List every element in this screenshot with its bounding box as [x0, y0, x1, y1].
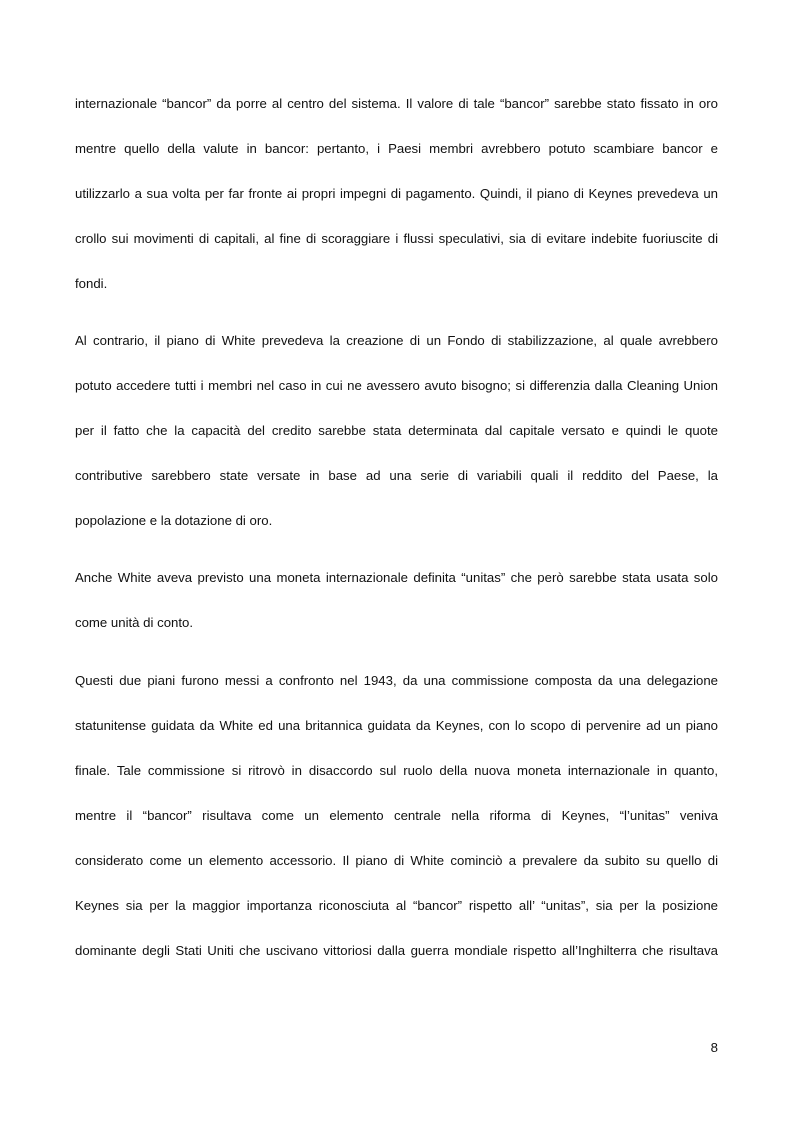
text-line: considerato come un elemento accessorio. Il piano di White cominciò a prevalere da subito su quello di [75, 853, 718, 868]
text-line: per il fatto che la capacità del credito sarebbe stata determinata dal capitale versato e quindi le quote [75, 423, 718, 438]
text-line: statunitense guidata da White ed una britannica guidata da Keynes, con lo scopo di pervenire ad un piano [75, 718, 718, 733]
text-line: Keynes sia per la maggior importanza riconosciuta al “bancor” rispetto all’ “unitas”, sia per la posizione [75, 898, 718, 913]
text-line: mentre quello della valute in bancor: pertanto, i Paesi membri avrebbero potuto scambiare bancor e [75, 141, 718, 156]
text-line: contributive sarebbero state versate in base ad una serie di variabili quali il reddito del Paese, la [75, 468, 718, 483]
page-number: 8 [710, 1040, 718, 1055]
text-line: Al contrario, il piano di White prevedeva la creazione di un Fondo di stabilizzazione, al quale avrebbero [75, 333, 718, 348]
text-line: fondi. [75, 276, 108, 291]
text-line: Questi due piani furono messi a confronto nel 1943, da una commissione composta da una delegazione [75, 673, 718, 688]
text-line: utilizzarlo a sua volta per far fronte ai propri impegni di pagamento. Quindi, il piano di Keynes prevedeva un [75, 186, 718, 201]
text-line: finale. Tale commissione si ritrovò in disaccordo sul ruolo della nuova moneta internazionale in quanto, [75, 763, 718, 778]
text-line: potuto accedere tutti i membri nel caso in cui ne avessero avuto bisogno; si differenzia dalla Cleaning Union [75, 378, 718, 393]
text-line: popolazione e la dotazione di oro. [75, 513, 273, 528]
text-line: mentre il “bancor” risultava come un elemento centrale nella riforma di Keynes, “l’unitas” veniva [75, 808, 718, 823]
text-line: come unità di conto. [75, 615, 194, 630]
text-line: Anche White aveva previsto una moneta internazionale definita “unitas” che però sarebbe stata usata solo [75, 570, 718, 585]
text-line: crollo sui movimenti di capitali, al fine di scoraggiare i flussi speculativi, sia di evitare indebite fuoriuscite di [75, 231, 718, 246]
text-line: dominante degli Stati Uniti che uscivano vittoriosi dalla guerra mondiale rispetto all’Inghilterra che risultava [75, 943, 718, 958]
text-line: internazionale “bancor” da porre al centro del sistema. Il valore di tale “bancor” sarebbe stato fissato in oro [75, 96, 718, 111]
